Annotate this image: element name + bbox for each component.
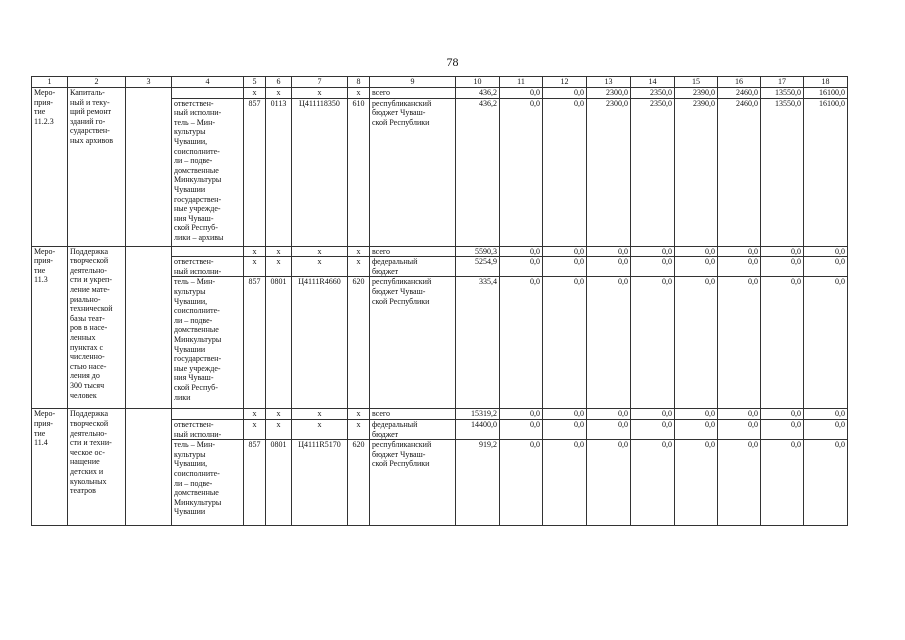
value-cell: 0,0 xyxy=(500,98,543,246)
csr-cell: Ц4111R5170 xyxy=(292,440,348,526)
header-cell: 2 xyxy=(68,77,126,88)
vr-cell: x xyxy=(348,88,370,99)
grbs-cell: x xyxy=(244,257,266,277)
table-row xyxy=(32,88,848,99)
value-cell: 0,0 xyxy=(675,409,718,420)
measure-code: Меро- прия- тие 11.3 xyxy=(32,246,68,409)
value-cell: 5254,9 xyxy=(456,257,500,277)
measure-name: Поддержка творческой деятельно- сти и техни- ческое ос- нащение детских и кукольных театров xyxy=(68,409,126,526)
header-cell: 15 xyxy=(675,77,718,88)
value-cell: 5590,3 xyxy=(456,246,500,257)
value-cell: 0,0 xyxy=(543,246,587,257)
value-cell: 0,0 xyxy=(587,419,631,439)
executor-cell: ответствен- ный исполни- xyxy=(172,257,244,277)
value-cell: 0,0 xyxy=(718,246,761,257)
value-cell: 16100,0 xyxy=(804,88,848,99)
csr-cell: Ц4111R4660 xyxy=(292,277,348,409)
value-cell: 0,0 xyxy=(587,440,631,526)
value-cell: 14400,0 xyxy=(456,419,500,439)
rz-cell: 0113 xyxy=(266,98,292,246)
grbs-cell: x xyxy=(244,409,266,420)
funding-source: федеральный бюджет xyxy=(370,419,456,439)
funding-source: всего xyxy=(370,246,456,257)
csr-cell: x xyxy=(292,409,348,420)
value-cell: 0,0 xyxy=(631,257,675,277)
value-cell: 0,0 xyxy=(543,440,587,526)
header-cell: 4 xyxy=(172,77,244,88)
rz-cell: x xyxy=(266,246,292,257)
value-cell: 0,0 xyxy=(500,246,543,257)
value-cell: 0,0 xyxy=(718,440,761,526)
header-cell: 11 xyxy=(500,77,543,88)
value-cell: 2300,0 xyxy=(587,88,631,99)
value-cell: 0,0 xyxy=(500,440,543,526)
value-cell: 0,0 xyxy=(587,277,631,409)
value-cell: 0,0 xyxy=(804,277,848,409)
value-cell: 2460,0 xyxy=(718,88,761,99)
value-cell: 0,0 xyxy=(543,257,587,277)
value-cell: 0,0 xyxy=(587,409,631,420)
vr-cell: x xyxy=(348,419,370,439)
value-cell: 0,0 xyxy=(718,409,761,420)
value-cell: 0,0 xyxy=(718,419,761,439)
value-cell: 335,4 xyxy=(456,277,500,409)
value-cell: 0,0 xyxy=(500,277,543,409)
value-cell: 0,0 xyxy=(675,257,718,277)
value-cell: 0,0 xyxy=(675,246,718,257)
grbs-cell: 857 xyxy=(244,277,266,409)
measure-name: Поддержка творческой деятельно- сти и укреп- ление мате- риально- технической базы теат- ров в насе- ленных пунктах с численно- стью насе- ления до 300 тысяч человек xyxy=(68,246,126,409)
header-cell: 6 xyxy=(266,77,292,88)
header-cell: 17 xyxy=(761,77,804,88)
value-cell: 0,0 xyxy=(500,88,543,99)
vr-cell: x xyxy=(348,409,370,420)
value-cell: 0,0 xyxy=(587,246,631,257)
value-cell: 15319,2 xyxy=(456,409,500,420)
value-cell: 0,0 xyxy=(804,440,848,526)
value-cell: 0,0 xyxy=(718,257,761,277)
value-cell: 0,0 xyxy=(718,277,761,409)
csr-cell: x xyxy=(292,257,348,277)
grbs-cell: 857 xyxy=(244,440,266,526)
value-cell: 436,2 xyxy=(456,88,500,99)
funding-source: республиканский бюджет Чуваш- ской Республики xyxy=(370,277,456,409)
value-cell: 0,0 xyxy=(631,246,675,257)
value-cell: 2390,0 xyxy=(675,88,718,99)
executor-cell: тель – Мин- культуры Чувашии, соисполните- ли – подве- домственные Минкультуры Чувашии государствен- ные учрежде- ния Чуваш- ской Респуб- лики xyxy=(172,277,244,409)
csr-cell: x xyxy=(292,88,348,99)
table-row xyxy=(32,246,848,257)
vr-cell: 620 xyxy=(348,440,370,526)
value-cell: 0,0 xyxy=(761,257,804,277)
header-cell: 16 xyxy=(718,77,761,88)
header-cell: 18 xyxy=(804,77,848,88)
value-cell: 13550,0 xyxy=(761,88,804,99)
header-cell: 9 xyxy=(370,77,456,88)
header-cell: 14 xyxy=(631,77,675,88)
funding-source: всего xyxy=(370,88,456,99)
value-cell: 2300,0 xyxy=(587,98,631,246)
funding-source: республиканский бюджет Чуваш- ской Республики xyxy=(370,440,456,526)
value-cell: 0,0 xyxy=(543,277,587,409)
executor-cell xyxy=(172,409,244,420)
value-cell: 0,0 xyxy=(675,440,718,526)
executor-cell: тель – Мин- культуры Чувашии, соисполните- ли – подве- домственные Минкультуры Чувашии xyxy=(172,440,244,526)
rz-cell: 0801 xyxy=(266,277,292,409)
vr-cell: 610 xyxy=(348,98,370,246)
header-cell: 8 xyxy=(348,77,370,88)
csr-cell: x xyxy=(292,246,348,257)
csr-cell: Ц411118350 xyxy=(292,98,348,246)
rz-cell: x xyxy=(266,419,292,439)
rz-cell: 0801 xyxy=(266,440,292,526)
value-cell: 436,2 xyxy=(456,98,500,246)
measure-col3 xyxy=(126,409,172,526)
rz-cell: x xyxy=(266,88,292,99)
value-cell: 0,0 xyxy=(631,277,675,409)
header-cell: 10 xyxy=(456,77,500,88)
measure-code: Меро- прия- тие 11.4 xyxy=(32,409,68,526)
rz-cell: x xyxy=(266,409,292,420)
value-cell: 13550,0 xyxy=(761,98,804,246)
value-cell: 0,0 xyxy=(631,419,675,439)
value-cell: 0,0 xyxy=(543,409,587,420)
funding-source: всего xyxy=(370,409,456,420)
measure-name: Капиталь- ный и теку- щий ремонт зданий го- сударствен- ных архивов xyxy=(68,88,126,247)
value-cell: 2350,0 xyxy=(631,88,675,99)
value-cell: 0,0 xyxy=(631,409,675,420)
value-cell: 16100,0 xyxy=(804,98,848,246)
value-cell: 0,0 xyxy=(761,277,804,409)
value-cell: 0,0 xyxy=(804,409,848,420)
value-cell: 0,0 xyxy=(761,419,804,439)
value-cell: 0,0 xyxy=(804,419,848,439)
program-table xyxy=(31,76,848,526)
value-cell: 0,0 xyxy=(631,440,675,526)
value-cell: 2350,0 xyxy=(631,98,675,246)
value-cell: 0,0 xyxy=(500,257,543,277)
value-cell: 0,0 xyxy=(761,409,804,420)
value-cell: 0,0 xyxy=(804,257,848,277)
header-cell: 3 xyxy=(126,77,172,88)
value-cell: 0,0 xyxy=(675,277,718,409)
table-row xyxy=(32,409,848,420)
value-cell: 0,0 xyxy=(675,419,718,439)
rz-cell: x xyxy=(266,257,292,277)
grbs-cell: x xyxy=(244,419,266,439)
executor-cell xyxy=(172,88,244,99)
value-cell: 2390,0 xyxy=(675,98,718,246)
executor-cell xyxy=(172,246,244,257)
funding-source: федеральный бюджет xyxy=(370,257,456,277)
value-cell: 0,0 xyxy=(587,257,631,277)
value-cell: 0,0 xyxy=(500,409,543,420)
value-cell: 0,0 xyxy=(804,246,848,257)
header-cell: 7 xyxy=(292,77,348,88)
header-cell: 1 xyxy=(32,77,68,88)
vr-cell: x xyxy=(348,246,370,257)
vr-cell: 620 xyxy=(348,277,370,409)
csr-cell: x xyxy=(292,419,348,439)
value-cell: 919,2 xyxy=(456,440,500,526)
value-cell: 0,0 xyxy=(500,419,543,439)
header-cell: 12 xyxy=(543,77,587,88)
measure-col3 xyxy=(126,246,172,409)
executor-cell: ответствен- ный исполни- xyxy=(172,419,244,439)
executor-cell: ответствен- ный исполни- тель – Мин- культуры Чувашии, соисполните- ли – подве- домственные Минкультуры Чувашии государствен- ные учрежде- ния Чуваш- ской Респуб- лики – архивы xyxy=(172,98,244,246)
measure-code: Меро- прия- тие 11.2.3 xyxy=(32,88,68,247)
header-cell: 5 xyxy=(244,77,266,88)
header-cell: 13 xyxy=(587,77,631,88)
value-cell: 0,0 xyxy=(543,98,587,246)
measure-col3 xyxy=(126,88,172,247)
vr-cell: x xyxy=(348,257,370,277)
value-cell: 0,0 xyxy=(761,246,804,257)
grbs-cell: 857 xyxy=(244,98,266,246)
page-number: 78 xyxy=(446,55,459,69)
header-row xyxy=(32,77,848,88)
funding-source: республиканский бюджет Чуваш- ской Республики xyxy=(370,98,456,246)
grbs-cell: x xyxy=(244,246,266,257)
value-cell: 0,0 xyxy=(543,88,587,99)
value-cell: 0,0 xyxy=(761,440,804,526)
value-cell: 0,0 xyxy=(543,419,587,439)
value-cell: 2460,0 xyxy=(718,98,761,246)
grbs-cell: x xyxy=(244,88,266,99)
